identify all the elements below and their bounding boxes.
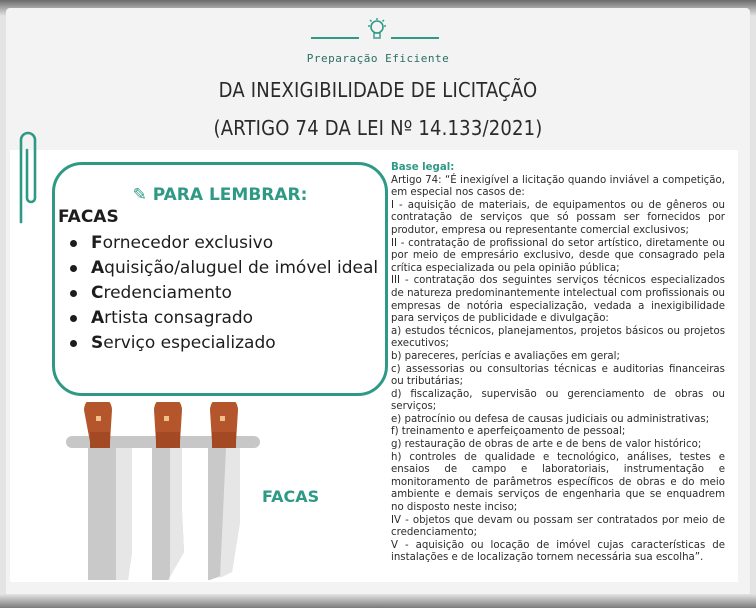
reminder-list [64,231,384,356]
legal-paragraph: Artigo 74: “É inexigível a licitação quando inviável a competição, em especial nos casos de: [391,174,725,199]
bottom-shadow [0,594,756,608]
legal-paragraph: a) estudos técnicos, planejamentos, projetos básicos ou projetos executivos; [391,325,725,350]
item-text: erviço especializado [103,333,276,353]
knife-icon [208,402,240,580]
knives-illustration [60,402,265,587]
legal-paragraph: I - aquisição de materiais, de equipamentos ou de gêneros ou contratação de serviços que só possam ser fornecidos por produtor, empresa ou representante comercial exclusivos; [391,199,725,236]
legal-paragraph: f) treinamento e aperfeiçoamento de pessoal; [391,426,626,438]
item-initial: F [91,233,103,253]
knife-icon [152,402,184,580]
paperclip-icon [14,128,42,224]
legal-paragraph: V - aquisição ou locação de imóvel cujas características de instalações e de localização tornem necessária sua escolha”. [391,539,725,564]
lightbulb-icon [366,17,388,43]
item-text: rtista consagrado [104,308,254,328]
legal-paragraph: IV - objetos que devam ou possam ser contratados por meio de credenciamento; [391,514,725,539]
item-initial: S [91,333,104,353]
item-text: redenciamento [103,283,232,303]
illustration-label: FACAS [262,487,320,506]
item-initial: C [91,283,104,303]
list-item [64,306,384,331]
list-item [64,231,384,256]
list-item [64,256,384,281]
legal-paragraph: II - contratação de profissional do setor artístico, diretamente ou por meio de empresário exclusivo, desde que consagrado pela crítica especializada ou pela opinião pública; [391,237,725,274]
tagline: Preparação Eficiente [306,52,450,65]
item-text: ornecedor exclusivo [102,233,274,253]
item-initial: A [91,308,105,328]
legal-paragraph: g) restauração de obras de arte e de bens de valor histórico; [391,439,702,451]
list-item [64,331,384,356]
list-item [64,281,384,306]
item-initial: A [91,258,105,278]
reminder-heading: FACAS [58,207,119,227]
page-title: DA INEXIGIBILIDADE DE LICITAÇÃO [218,78,538,102]
legal-paragraph: d) fiscalização, supervisão ou gerenciamento de obras ou serviços; [391,388,725,413]
reminder-title: ✎ PARA LEMBRAR: [132,185,308,205]
legal-paragraph: h) controles de qualidade e tecnológico, análises, testes e ensaios de campo e laboratoriais, instrumentação e monitoramento de parâmetros específicos de obras e do meio ambiente e demais serviços de engenharia que se enquadrem no disposto neste inciso; [391,451,725,514]
legal-paragraph: e) patrocínio ou defesa de causas judiciais ou administrativas; [391,413,710,425]
page-subtitle: (ARTIGO 74 DA LEI Nº 14.133/2021) [213,116,543,140]
knife-icon [84,402,132,580]
item-text: quisição/aluguel de imóvel ideal [104,258,379,278]
legal-paragraph: b) pareceres, perícias e avaliações em geral; [391,350,620,362]
header-line-right [391,37,439,39]
legal-paragraph: c) assessorias ou consultorias técnicas e auditorias financeiras ou tributárias; [391,363,725,388]
header-line-left [311,37,359,39]
legal-title: Base legal: [391,162,455,173]
legal-paragraph: III - contratação dos seguintes serviços técnicos especializados de natureza predominantemente intelectual com profissionais ou empresas de notória especialização, vedada a inexigibilidade para serviços de publicidade e divulgação: [391,275,725,325]
legal-text [391,162,725,565]
